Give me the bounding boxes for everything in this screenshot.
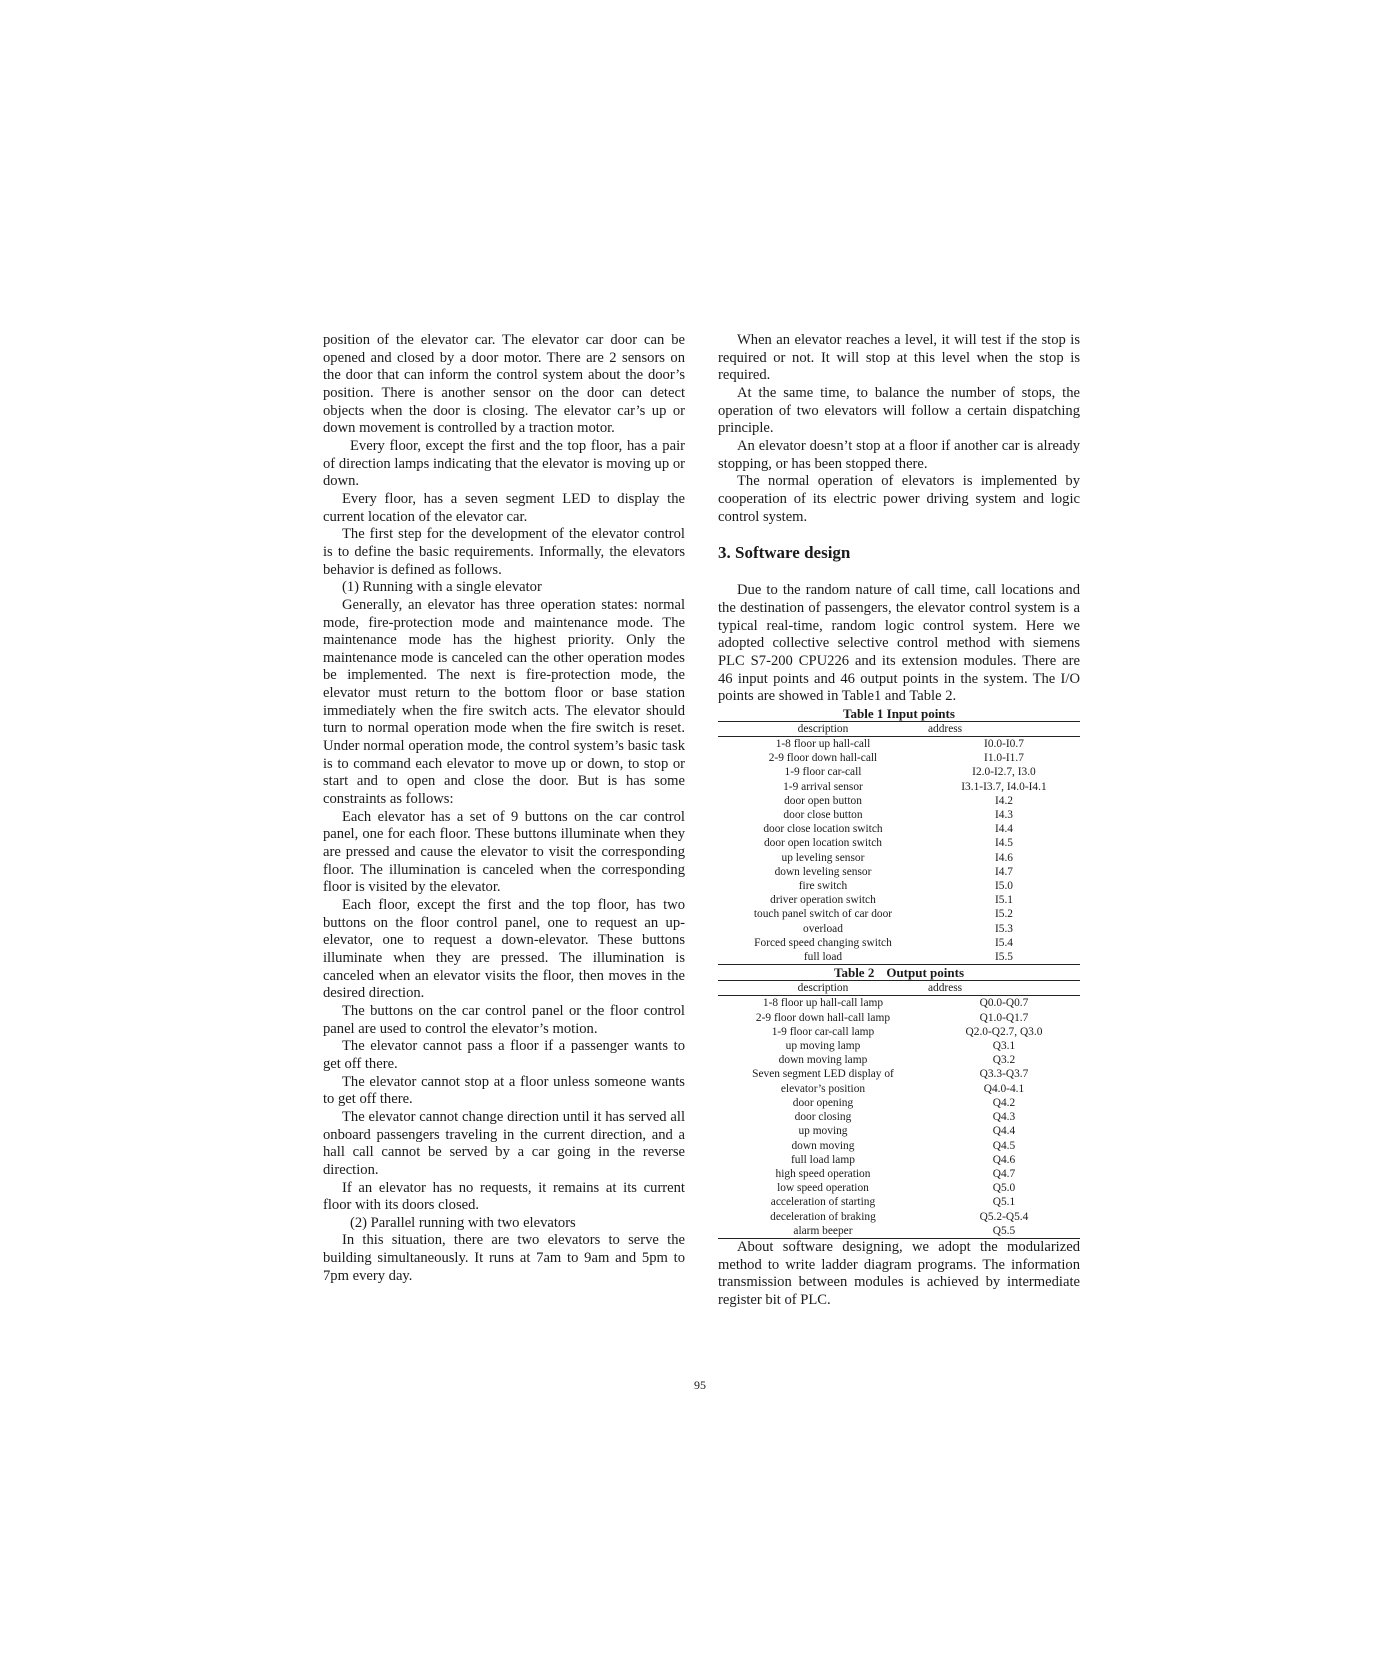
paragraph: Every floor, except the first and the top floor, has a pair of direction lamps indicating that the elevator is moving up or down. [323,437,685,490]
address-cell: Q4.0-4.1 [983,1082,1025,1095]
table-row [718,1195,1080,1209]
description-cell: door opening [792,1096,854,1109]
paragraph: Every floor, has a seven segment LED to display the current location of the elevator car. [323,490,685,525]
address-cell: I5.4 [994,936,1013,949]
address-cell: I5.1 [994,894,1013,907]
right-column [718,332,1080,1310]
table-row [718,780,1080,794]
address-cell: I4.3 [994,809,1013,822]
description-cell: touch panel switch of car door [753,908,893,921]
description-cell: down moving lamp [778,1054,868,1067]
description-cell: down moving [791,1139,855,1152]
table-row [718,907,1080,921]
paragraph: Each floor, except the first and the top floor, has two buttons on the floor control panel, one to request an up-elevator, one to request a down-elevator. These buttons illuminate when they are pressed. The illumination is canceled when an elevator visits the floor, then moves in the desired direction. [323,897,685,1002]
address-cell: I5.0 [994,880,1013,893]
table-row [718,1082,1080,1096]
page-number: 95 [694,1378,706,1392]
address-cell: Q1.0-Q1.7 [979,1011,1029,1024]
table2-caption-title: Output points [886,965,964,981]
address-cell: I4.4 [994,823,1013,836]
address-cell: Q5.5 [928,1224,1080,1239]
paragraph: The normal operation of elevators is implemented by cooperation of its electric power driving system and logic control system. [718,473,1080,525]
description-cell: door open location switch [763,837,882,850]
column-header: address [928,981,1080,996]
address-cell: Q5.2-Q5.4 [979,1210,1029,1223]
address-cell: Q4.5 [992,1139,1016,1152]
table-row [718,1153,1080,1167]
left-column [323,332,685,1285]
address-cell: I1.0-I1.7 [984,752,1024,765]
address-cell: I3.1-I3.7, I4.0-I4.1 [961,780,1047,793]
table-row [718,922,1080,936]
table-row [718,822,1080,836]
address-cell: I4.7 [994,865,1013,878]
description-cell: driver operation switch [770,894,876,907]
paragraph: The elevator cannot pass a floor if a passenger wants to get off there. [323,1038,685,1072]
address-cell: I2.0-I2.7, I3.0 [972,766,1036,779]
address-cell: Q5.0 [992,1182,1016,1195]
table-row [718,950,1080,965]
description-cell: high speed operation [775,1167,871,1180]
table-body [718,996,1080,1238]
description-cell: 1-9 arrival sensor [783,780,863,793]
paragraph: If an elevator has no requests, it remains at its current floor with its doors closed. [323,1179,685,1214]
table-row [718,851,1080,865]
table-row [718,737,1080,752]
description-cell: deceleration of braking [770,1210,876,1223]
paragraph: About software designing, we adopt the modularized method to write ladder diagram programs. The information transmission between modules is achieved by intermediate register bit of PLC. [718,1238,1080,1308]
table-row [718,751,1080,765]
description-cell: 1-8 floor up hall-call lamp [762,997,884,1010]
address-cell: Q3.1 [992,1040,1016,1053]
description-cell: elevator’s position [780,1082,866,1095]
address-cell: Q4.6 [992,1153,1016,1166]
table-row [718,1039,1080,1053]
description-cell: down leveling sensor [774,865,872,878]
table-row [718,1025,1080,1039]
table1-caption: Table 1 Input points [843,705,955,721]
address-cell: Q4.2 [992,1096,1016,1109]
address-cell: Q4.7 [992,1167,1016,1180]
paragraph: An elevator doesn’t stop at a floor if another car is already stopping, or has been stopped there. [718,437,1080,472]
description-cell: door close button [783,809,863,822]
description-cell: door closing [794,1111,852,1124]
description-cell: up moving lamp [785,1040,861,1053]
paragraph: In this situation, there are two elevators to serve the building simultaneously. It runs at 7am to 9am and 5pm to 7pm every day. [323,1232,685,1284]
paragraph: (1) Running with a single elevator [342,579,542,596]
paragraph: When an elevator reaches a level, it will test if the stop is required or not. It will stop at this level when the stop is required. [718,332,1080,384]
table-row [718,936,1080,950]
table-row [718,1224,1080,1239]
table-row [718,996,1080,1011]
table-row [718,1210,1080,1224]
paragraph: The elevator cannot change direction until it has served all onboard passengers traveling in the current direction, and a hall call cannot be served by a car going in the reverse direction. [323,1108,685,1178]
description-cell: fire switch [798,880,848,893]
table-row [718,893,1080,907]
description-cell: door close location switch [763,823,883,836]
table-row [718,808,1080,822]
table-row [718,1139,1080,1153]
description-cell: door open button [784,794,862,807]
paragraph: position of the elevator car. The elevator car door can be opened and closed by a door motor. There are 2 sensors on the door that can inform the control system about the door’s position. There is another sensor on the door can detect objects when the door is closing. The elevator car’s up or down movement is controlled by a traction motor. [323,332,685,437]
address-cell: Q2.0-Q2.7, Q3.0 [965,1025,1043,1038]
column-header: address [928,721,1080,736]
paragraph: The elevator cannot stop at a floor unless someone wants to get off there. [323,1073,685,1108]
table-row [718,1124,1080,1138]
paragraph: Due to the random nature of call time, call locations and the destination of passengers, the elevator control system is a typical real-time, random logic control system. Here we adopted collective selective control method with siemens PLC S7-200 CPU226 and its extension modules. There are 46 input points and 46 output points in the system. The I/O points are showed in Table1 and Table 2. [718,582,1080,705]
description-cell: alarm beeper [718,1224,928,1239]
address-cell: Q0.0-Q0.7 [979,997,1029,1010]
description-cell: acceleration of starting [770,1196,876,1209]
table-row [718,865,1080,879]
input-points-table [718,721,1080,965]
output-points-table [718,980,1080,1239]
table2-caption-label: Table 2 [833,965,875,981]
table-header-row [718,981,1080,996]
table-body [718,737,1080,965]
description-cell: low speed operation [777,1182,869,1195]
paragraph: The first step for the development of the elevator control is to define the basic requirements. Informally, the elevators behavior is defined as follows. [323,526,685,578]
address-cell: Q3.2 [992,1054,1016,1067]
column-header: description [718,981,928,996]
description-cell: 2-9 floor down hall-call [768,752,878,765]
description-cell: Forced speed changing switch [754,936,892,949]
description-cell: 2-9 floor down hall-call lamp [755,1011,891,1024]
description-cell: Seven segment LED display of [752,1068,894,1081]
description-cell: up leveling sensor [781,851,865,864]
table-row [718,1067,1080,1081]
address-cell: Q5.1 [992,1196,1016,1209]
section-heading: 3. Software design [718,543,851,563]
paragraph: Each elevator has a set of 9 buttons on the car control panel, one for each floor. These buttons illuminate when they are pressed and cause the elevator to visit the corresponding floor. The illumination is canceled when the corresponding floor is visited by the elevator. [323,808,685,896]
table-row [718,765,1080,779]
description-cell: 1-8 floor up hall-call [775,738,871,751]
address-cell: I5.3 [994,922,1013,935]
description-cell: full load [718,950,928,965]
table-row [718,1011,1080,1025]
column-header: description [718,721,928,736]
table-row [718,1053,1080,1067]
table2-caption [718,965,1080,980]
table-row [718,1110,1080,1124]
address-cell: I4.5 [994,837,1013,850]
table-row [718,1096,1080,1110]
description-cell: full load lamp [791,1153,855,1166]
address-cell: I0.0-I0.7 [984,738,1024,751]
paragraph: Generally, an elevator has three operation states: normal mode, fire-protection mode and maintenance mode. The maintenance mode has the highest priority. Only the maintenance mode is canceled can the other operation modes be implemented. The next is fire-protection mode, the elevator must return to the bottom floor or base station immediately when the fire switch acts. The elevator should turn to normal operation mode when the fire switch is reset. Under normal operation mode, the control system’s basic task is to command each elevator to move up or down, to stop or start and to open and close the door. But is has some constraints as follows: [323,596,685,808]
paragraph: The buttons on the car control panel or the floor control panel are used to control the elevator’s motion. [323,1002,685,1037]
table-row [718,1181,1080,1195]
description-cell: up moving [798,1125,848,1138]
address-cell: Q4.4 [992,1125,1016,1138]
description-cell: overload [803,922,843,935]
paragraph: (2) Parallel running with two elevators [350,1214,576,1231]
address-cell: I5.5 [928,950,1080,965]
description-cell: 1-9 floor car-call lamp [771,1025,875,1038]
table-row [718,1167,1080,1181]
table-row [718,836,1080,850]
table-row [718,794,1080,808]
table-header-row [718,721,1080,736]
description-cell: 1-9 floor car-call [784,766,862,779]
address-cell: I5.2 [994,908,1013,921]
address-cell: Q4.3 [992,1111,1016,1124]
address-cell: I4.2 [994,794,1013,807]
paragraph: At the same time, to balance the number of stops, the operation of two elevators will follow a certain dispatching principle. [718,384,1080,437]
address-cell: I4.6 [994,851,1013,864]
table-row [718,879,1080,893]
address-cell: Q3.3-Q3.7 [979,1068,1029,1081]
